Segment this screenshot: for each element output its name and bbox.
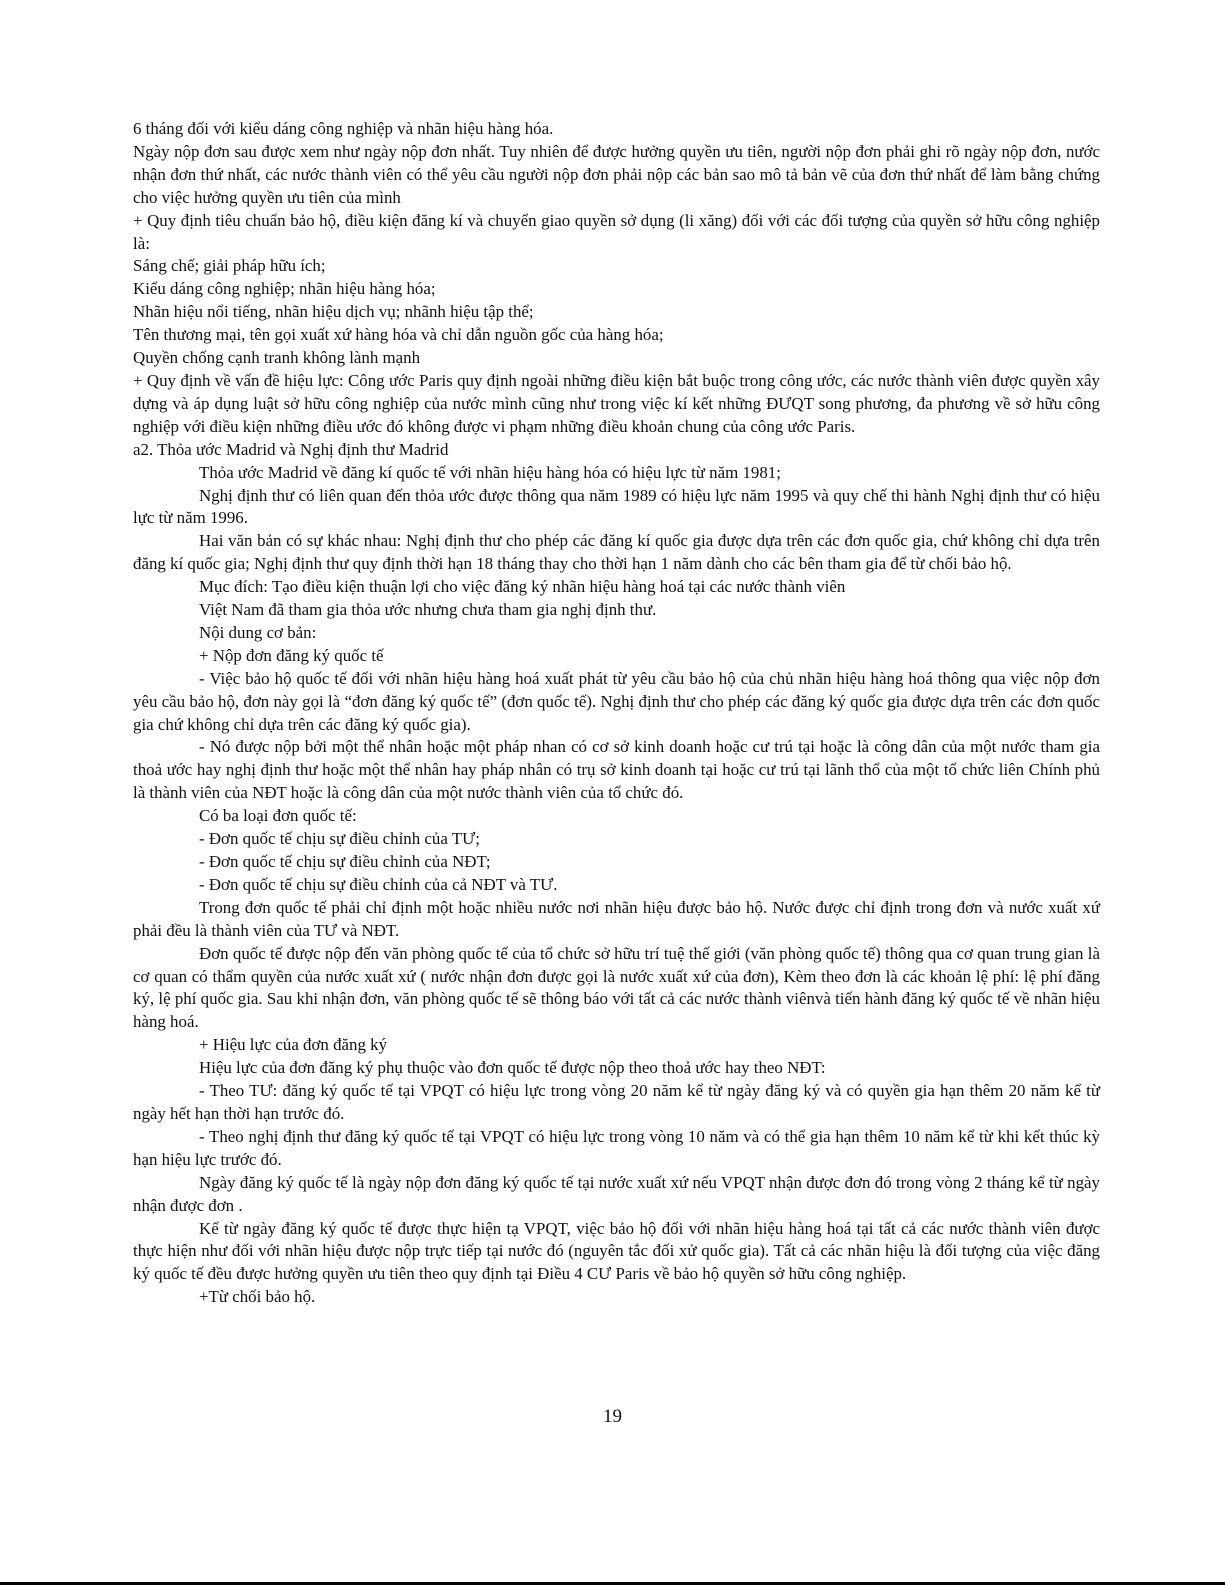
paragraph: Ngày nộp đơn sau được xem như ngày nộp đơn nhất. Tuy nhiên để được hưởng quyền ưu tiên, người nộp đơn phải ghi rõ ngày nộp đơn, nước nhận đơn thứ nhất, các nước thành viên có thể yêu cầu người nộp đơn phải nộp các bản sao mô tả bản vẽ của đơn thứ nhất để làm bằng chứng cho việc hưởng quyền ưu tiên của mình <box>133 141 1100 207</box>
paragraph: Ngày đăng ký quốc tế là ngày nộp đơn đăng ký quốc tế tại nước xuất xứ nếu VPQT nhận được đơn đó trong vòng 2 tháng kể từ ngày nhận được đơn . <box>133 1172 1100 1215</box>
paragraph: + Quy định về vấn đề hiệu lực: Công ước Paris quy định ngoài những điều kiện bắt buộc trong công ước, các nước thành viên được quyền xây dựng và áp dụng luật sở hữu công nghiệp của nước mình cũng như trong việc kí kết những ĐƯQT song phương, đa phương về sở hữu công nghiệp với điều kiện những điều ước đó không được vi phạm những điều khoản chung của công ước Paris. <box>133 370 1100 436</box>
subheading: + Nộp đơn đăng ký quốc tế <box>199 645 384 665</box>
paragraph: Hiệu lực của đơn đăng ký phụ thuộc vào đơn quốc tế được nộp theo thoả ước hay theo NĐT: <box>199 1058 826 1078</box>
subheading: + Hiệu lực của đơn đăng ký <box>199 1035 388 1055</box>
section-heading: a2. Thỏa ước Madrid và Nghị định thư Madrid <box>133 439 449 459</box>
paragraph: Hai văn bản có sự khác nhau: Nghị định thư cho phép các đăng kí quốc gia được dựa trên các đơn quốc gia, chứ không chỉ dựa trên đăng kí quốc gia; Nghị định thư quy định thời hạn 18 tháng thay cho thời hạn 1 năm dành cho các bên tham gia để từ chối bảo hộ. <box>133 531 1100 574</box>
document-body <box>133 118 1100 1309</box>
paragraph: Kể từ ngày đăng ký quốc tế được thực hiện tạ VPQT, việc bảo hộ đối với nhãn hiệu hàng hoá tại tất cả các nước thành viên được thực hiện như đối với nhãn hiệu được nộp trực tiếp tại nước đó (nguyên tắc đối xử quốc gia). Tất cả các nhãn hiệu là đối tượng của việc đăng ký quốc tế đều được hưởng quyền ưu tiên theo quy định tại Điều 4 CƯ Paris về bảo hộ quyền sở hữu công nghiệp. <box>133 1218 1100 1284</box>
list-item: Tên thương mại, tên gọi xuất xứ hàng hóa và chỉ dẫn nguồn gốc của hàng hóa; <box>133 325 664 345</box>
paragraph: 6 tháng đối với kiểu dáng công nghiệp và nhãn hiệu hàng hóa. <box>133 119 554 138</box>
subheading: +Từ chối bảo hộ. <box>199 1287 316 1307</box>
list-item: Nhãn hiệu nổi tiếng, nhãn hiệu dịch vụ; nhãnh hiệu tập thể; <box>133 302 534 322</box>
list-item: Quyền chống cạnh tranh không lành mạnh <box>133 348 421 368</box>
list-item: - Đơn quốc tế chịu sự điều chỉnh của TƯ; <box>199 829 480 849</box>
paragraph: Đơn quốc tế được nộp đến văn phòng quốc tế của tổ chức sở hữu trí tuệ thế giới (văn phòng quốc tế) thông qua cơ quan trung gian là cơ quan có thẩm quyền của nước xuất xứ ( nước nhận đơn được gọi là nước xuất xứ của đơn), Kèm theo đơn là các khoản lệ phí: lệ phí đăng ký, lệ phí quốc gia. Sau khi nhận đơn, văn phòng quốc tế sẽ thông báo với tất cả các nước thành viênvà tiến hành đăng ký quốc tế về nhãn hiệu hàng hoá. <box>133 943 1100 1032</box>
page-number: 19 <box>603 1406 622 1427</box>
list-item: Sáng chế; giải pháp hữu ích; <box>133 256 326 276</box>
paragraph: Việt Nam đã tham gia thỏa ước nhưng chưa tham gia nghị định thư. <box>199 600 657 620</box>
list-item: Kiểu dáng công nghiệp; nhãn hiệu hàng hóa; <box>133 279 436 299</box>
paragraph: - Theo TƯ: đăng ký quốc tế tại VPQT có hiệu lực trong vòng 20 năm kể từ ngày đăng ký và có quyền gia hạn thêm 20 năm kể từ ngày hết hạn thời hạn trước đó. <box>133 1081 1100 1123</box>
paragraph: Có ba loại đơn quốc tế: <box>199 806 357 826</box>
paragraph: Thỏa ước Madrid về đăng kí quốc tế với nhãn hiệu hàng hóa có hiệu lực từ năm 1981; <box>199 462 781 482</box>
paragraph: - Việc bảo hộ quốc tế đối với nhãn hiệu hàng hoá xuất phát từ yêu cầu bảo hộ của chủ nhãn hiệu hàng hoá thông qua việc nộp đơn yêu cầu bảo hộ, đơn này gọi là “đơn đăng ký quốc tế” (đơn quốc tế). Nghị định thư cho phép các đăng ký quốc gia được dựa trên các đơn quốc gia chứ không chỉ dựa trên các đăng ký quốc gia). <box>133 668 1100 734</box>
paragraph: Mục đích: Tạo điều kiện thuận lợi cho việc đăng ký nhãn hiệu hàng hoá tại các nước thành viên <box>199 577 846 597</box>
paragraph: Nghị định thư có liên quan đến thỏa ước được thông qua năm 1989 có hiệu lực năm 1995 và quy chế thi hành Nghị định thư có hiệu lực từ năm 1996. <box>133 485 1100 528</box>
paragraph: - Nó được nộp bởi một thể nhân hoặc một pháp nhan có cơ sở kinh doanh hoặc cư trú tại hoặc là công dân của một nước tham gia thoả ước hay nghị định thư hoặc một thể nhân hay pháp nhân có trụ sở kinh doanh tại hoặc cư trú tại lãnh thổ của một tổ chức liên Chính phủ là thành viên của NĐT hoặc là công dân của một nước thành viên của tổ chức đó. <box>133 737 1100 803</box>
list-item: - Đơn quốc tế chịu sự điều chỉnh của cả NĐT và TƯ. <box>199 874 558 894</box>
list-item: - Đơn quốc tế chịu sự điều chỉnh của NĐT; <box>199 852 491 871</box>
paragraph: + Quy định tiêu chuẩn bảo hộ, điều kiện đăng kí và chuyển giao quyền sở dụng (li xăng) đối với các đối tượng của quyền sở hữu công nghiệp là: <box>133 210 1100 253</box>
paragraph: - Theo nghị định thư đăng ký quốc tế tại VPQT có hiệu lực trong vòng 10 năm và có thể gia hạn thêm 10 năm kể từ khi kết thúc kỳ hạn hiệu lực trước đó. <box>133 1126 1100 1169</box>
paragraph: Trong đơn quốc tế phải chỉ định một hoặc nhiều nước nơi nhãn hiệu được bảo hộ. Nước được chỉ định trong đơn và nước xuất xứ phải đều là thành viên của TƯ và NĐT. <box>133 897 1100 940</box>
paragraph: Nội dung cơ bản: <box>199 622 317 642</box>
